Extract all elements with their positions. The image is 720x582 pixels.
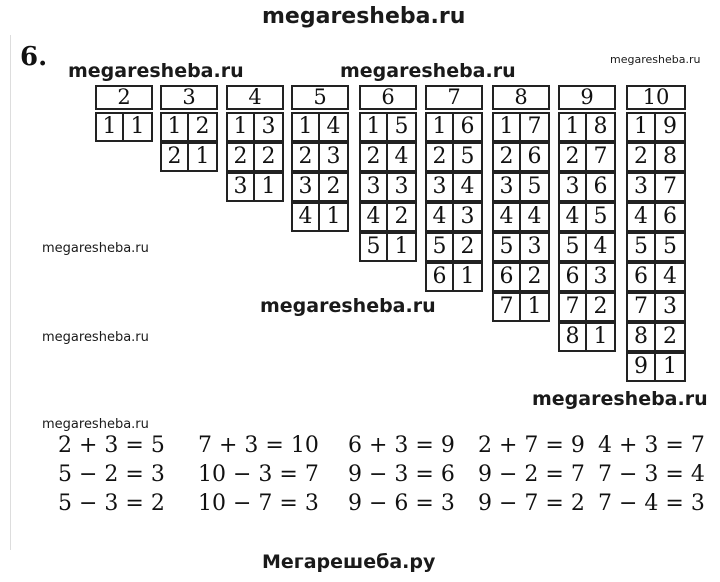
table-row [359,112,417,142]
watermark-side: megaresheba.ru [42,330,149,345]
table-cell: 2 [361,144,388,170]
equation: 7 + 3 = 10 [198,433,319,458]
table-cell: 1 [326,204,341,229]
table-row [558,232,616,262]
table-cell: 6 [560,264,587,290]
table-cell: 2 [162,144,189,170]
table-row [425,172,483,202]
table-row [425,142,483,172]
table-cell: 4 [494,204,521,230]
table-header: 3 [160,85,218,110]
watermark-center: megaresheba.ru [340,60,516,82]
table-cell: 1 [97,114,124,140]
table-header: 7 [425,85,483,110]
table-cell: 3 [361,174,388,200]
table-cell: 1 [494,114,521,140]
table-cell: 2 [195,114,210,139]
equation: 9 − 2 = 7 [478,462,585,487]
table-row [626,112,686,142]
table-cell: 5 [460,144,475,169]
table-cell: 2 [593,294,608,319]
table-cell: 5 [663,234,677,259]
table-cell: 5 [527,174,542,199]
table-header: 5 [291,85,349,110]
table-cell: 6 [593,174,608,199]
table-cell: 8 [593,114,608,139]
table-row [626,292,686,322]
table-row [425,202,483,232]
table-cell: 4 [628,204,656,230]
table-cell: 7 [527,114,542,139]
table-cell: 7 [494,294,521,320]
table-row [425,232,483,262]
table-cell: 8 [628,324,656,350]
table-row [425,112,483,142]
table-row [492,172,550,202]
watermark-side: megaresheba.ru [42,417,149,432]
table-cell: 3 [527,234,542,259]
table-row [558,262,616,292]
table-cell: 2 [326,174,341,199]
table-row [226,172,284,202]
watermark-top: megaresheba.ru [262,4,466,29]
table-cell: 9 [663,114,677,139]
table-cell: 4 [527,204,542,229]
table-cell: 5 [494,234,521,260]
table-row [359,202,417,232]
table-cell: 4 [361,204,388,230]
table-row [626,262,686,292]
table-cell: 5 [394,114,409,139]
table-row [626,142,686,172]
table-row [291,172,349,202]
table-cell: 3 [560,174,587,200]
table-cell: 1 [593,324,608,349]
table-cell: 3 [494,174,521,200]
table-cell: 5 [361,234,388,260]
table-cell: 6 [527,144,542,169]
table-row [558,112,616,142]
table-row [558,292,616,322]
table-cell: 2 [560,144,587,170]
table-row [160,112,218,142]
table-row [359,232,417,262]
table-cell: 6 [663,204,677,229]
table-cell: 3 [593,264,608,289]
table-row [226,112,284,142]
equation: 9 − 3 = 6 [348,462,455,487]
table-row [226,142,284,172]
left-margin-line [10,35,11,550]
table-cell: 1 [527,294,542,319]
table-cell: 1 [361,114,388,140]
table-cell: 1 [293,114,320,140]
table-cell: 1 [628,114,656,140]
watermark-left: megaresheba.ru [68,60,244,82]
table-cell: 1 [394,234,409,259]
table-row [95,112,153,142]
table-row [626,322,686,352]
table-header: 8 [492,85,550,110]
table-cell: 6 [427,264,454,290]
equation: 6 + 3 = 9 [348,433,455,458]
table-cell: 8 [560,324,587,350]
table-row [492,142,550,172]
table-cell: 2 [261,144,276,169]
table-cell: 7 [628,294,656,320]
table-cell: 4 [326,114,341,139]
table-row [492,112,550,142]
table-cell: 5 [628,234,656,260]
table-row [626,232,686,262]
equation: 2 + 7 = 9 [478,433,585,458]
table-row [626,172,686,202]
table-cell: 2 [427,144,454,170]
table-cell: 5 [560,234,587,260]
table-row [492,232,550,262]
table-cell: 6 [494,264,521,290]
table-cell: 2 [460,234,475,259]
table-header: 2 [95,85,153,110]
table-cell: 4 [293,204,320,230]
table-cell: 6 [460,114,475,139]
table-row [626,352,686,382]
table-cell: 3 [628,174,656,200]
equation: 7 − 4 = 3 [598,491,705,516]
table-row [291,112,349,142]
table-cell: 1 [460,264,475,289]
table-row [160,142,218,172]
table-row [558,142,616,172]
table-cell: 3 [261,114,276,139]
equation: 5 − 3 = 2 [58,491,165,516]
table-header: 10 [626,85,686,110]
table-row [492,292,550,322]
equation: 5 − 2 = 3 [58,462,165,487]
table-cell: 9 [628,354,656,380]
table-row [558,322,616,352]
table-cell: 7 [560,294,587,320]
table-header: 9 [558,85,616,110]
equation: 10 − 7 = 3 [198,491,319,516]
table-cell: 2 [494,144,521,170]
table-cell: 5 [427,234,454,260]
table-row [359,172,417,202]
table-cell: 3 [228,174,255,200]
table-cell: 1 [130,114,145,139]
table-cell: 1 [427,114,454,140]
table-cell: 3 [460,204,475,229]
table-cell: 4 [427,204,454,230]
table-cell: 7 [593,144,608,169]
table-cell: 2 [293,144,320,170]
table-cell: 2 [663,324,677,349]
table-row [359,142,417,172]
table-cell: 4 [460,174,475,199]
equation: 10 − 3 = 7 [198,462,319,487]
table-cell: 7 [663,174,677,199]
equation: 7 − 3 = 4 [598,462,705,487]
table-cell: 8 [663,144,677,169]
table-row [425,262,483,292]
table-cell: 1 [261,174,276,199]
table-row [558,202,616,232]
table-cell: 3 [663,294,677,319]
table-header: 4 [226,85,284,110]
table-row [558,172,616,202]
table-row [291,202,349,232]
table-cell: 1 [663,354,677,379]
watermark-side: megaresheba.ru [42,241,149,256]
table-header: 6 [359,85,417,110]
table-row [626,202,686,232]
table-cell: 3 [394,174,409,199]
table-row [291,142,349,172]
watermark-right: megaresheba.ru [532,388,708,410]
table-cell: 4 [663,264,677,289]
table-cell: 2 [394,204,409,229]
table-cell: 5 [593,204,608,229]
watermark-right-small: megaresheba.ru [610,53,701,66]
task-number: 6. [20,42,48,72]
table-cell: 4 [560,204,587,230]
table-cell: 1 [228,114,255,140]
table-row [492,202,550,232]
table-cell: 4 [394,144,409,169]
table-cell: 3 [326,144,341,169]
table-cell: 1 [195,144,210,169]
equation: 9 − 6 = 3 [348,491,455,516]
equation: 4 + 3 = 7 [598,433,705,458]
table-row [492,262,550,292]
table-cell: 4 [593,234,608,259]
table-cell: 6 [628,264,656,290]
table-cell: 1 [162,114,189,140]
table-cell: 3 [427,174,454,200]
table-cell: 1 [560,114,587,140]
table-cell: 3 [293,174,320,200]
table-cell: 2 [527,264,542,289]
equation: 2 + 3 = 5 [58,433,165,458]
table-cell: 2 [628,144,656,170]
table-cell: 2 [228,144,255,170]
equation: 9 − 7 = 2 [478,491,585,516]
watermark-middle: megaresheba.ru [260,295,436,317]
watermark-bottom: Мегарешеба.ру [262,551,436,573]
